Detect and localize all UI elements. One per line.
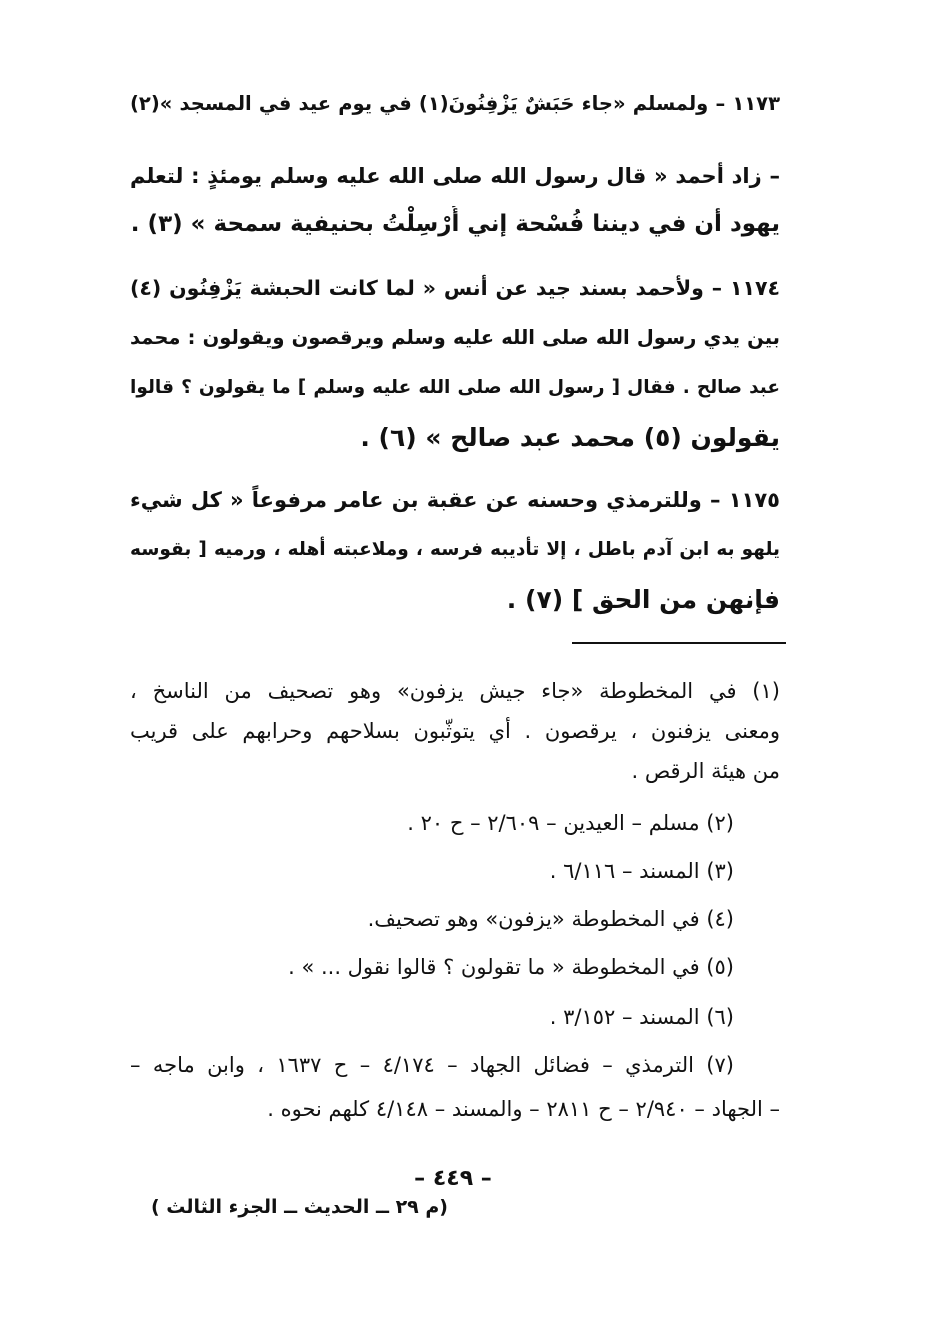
hadith-1173-line-3: يهود أن في ديننا فُسْحة إني أُرْسِلْتُ بحنيفية سمحة » (٣) . [130, 211, 780, 237]
hadith-1173-line-1: ١١٧٣ – ولمسلم «جاء حَبَشٌ يَزْفِنُونَ(١) في يوم عيد في المسجد »(٢) [130, 92, 780, 115]
footnote-2: (٢) مسلم – العيدين – ٢/٦٠٩ – ح ٢٠ . [407, 811, 734, 835]
hadith-1174-line-3: عبد صالح . فقال [ رسول الله صلى الله عليه وسلم ] ما يقولون ؟ قالوا [130, 377, 780, 398]
hadith-1175-line-3: فإنهن من الحق ] (٧) . [506, 585, 780, 614]
footnote-1-line-2: ومعنى يزفنون ، يرقصون . أي يتوثّبون بسلاحهم وحرابهم على قريب [130, 719, 780, 743]
footnote-6: (٦) المسند – ٣/١٥٢ . [549, 1005, 734, 1029]
hadith-1174-line-1: ١١٧٤ – ولأحمد بسند جيد عن أنس « لما كانت الحبشة يَزْفِنُون (٤) [130, 276, 780, 300]
footnote-4: (٤) في المخطوطة «يزفون» وهو تصحيف. [367, 907, 734, 931]
hadith-1173-line-2: – زاد أحمد « قال رسول الله صلى الله عليه وسلم يومئذٍ : لتعلم [130, 164, 780, 188]
footnote-1-line-1: (١) في المخطوطة «جاء جيش يزفون» وهو تصحيف من الناسخ ، [130, 679, 780, 703]
footnote-1-line-3: من هيئة الرقص . [631, 759, 780, 783]
printer-signature: (م ٢٩ ــ الحديث ــ الجزء الثالث ) [150, 1196, 448, 1218]
footnote-3: (٣) المسند – ٦/١١٦ . [549, 859, 734, 883]
footnote-divider [572, 642, 786, 644]
footnote-5: (٥) في المخطوطة « ما تقولون ؟ قالوا نقول ... » . [288, 955, 734, 979]
footnote-7-line-1: (٧) الترمذي – فضائل الجهاد – ٤/١٧٤ – ح ١٦٣٧ ، وابن ماجه – [130, 1053, 734, 1077]
hadith-1174-line-4: يقولون (٥) محمد عبد صالح » (٦) . [360, 423, 780, 452]
page-number: – ٤٤٩ – [414, 1166, 492, 1191]
hadith-1175-line-1: ١١٧٥ – وللترمذي وحسنه عن عقبة بن عامر مرفوعاً « كل شيء [130, 488, 780, 512]
hadith-1175-line-2: يلهو به ابن آدم باطل ، إلا تأديبه فرسه ، وملاعبته أهله ، ورميه [ بقوسه [130, 539, 780, 560]
hadith-1174-line-2: بين يدي رسول الله صلى الله عليه وسلم ويرقصون ويقولون : محمد [130, 326, 780, 349]
footnote-7-line-2: – الجهاد – ٢/٩٤٠ – ح ٢٨١١ – والمسند – ٤/١٤٨ كلهم نحوه . [267, 1097, 780, 1121]
